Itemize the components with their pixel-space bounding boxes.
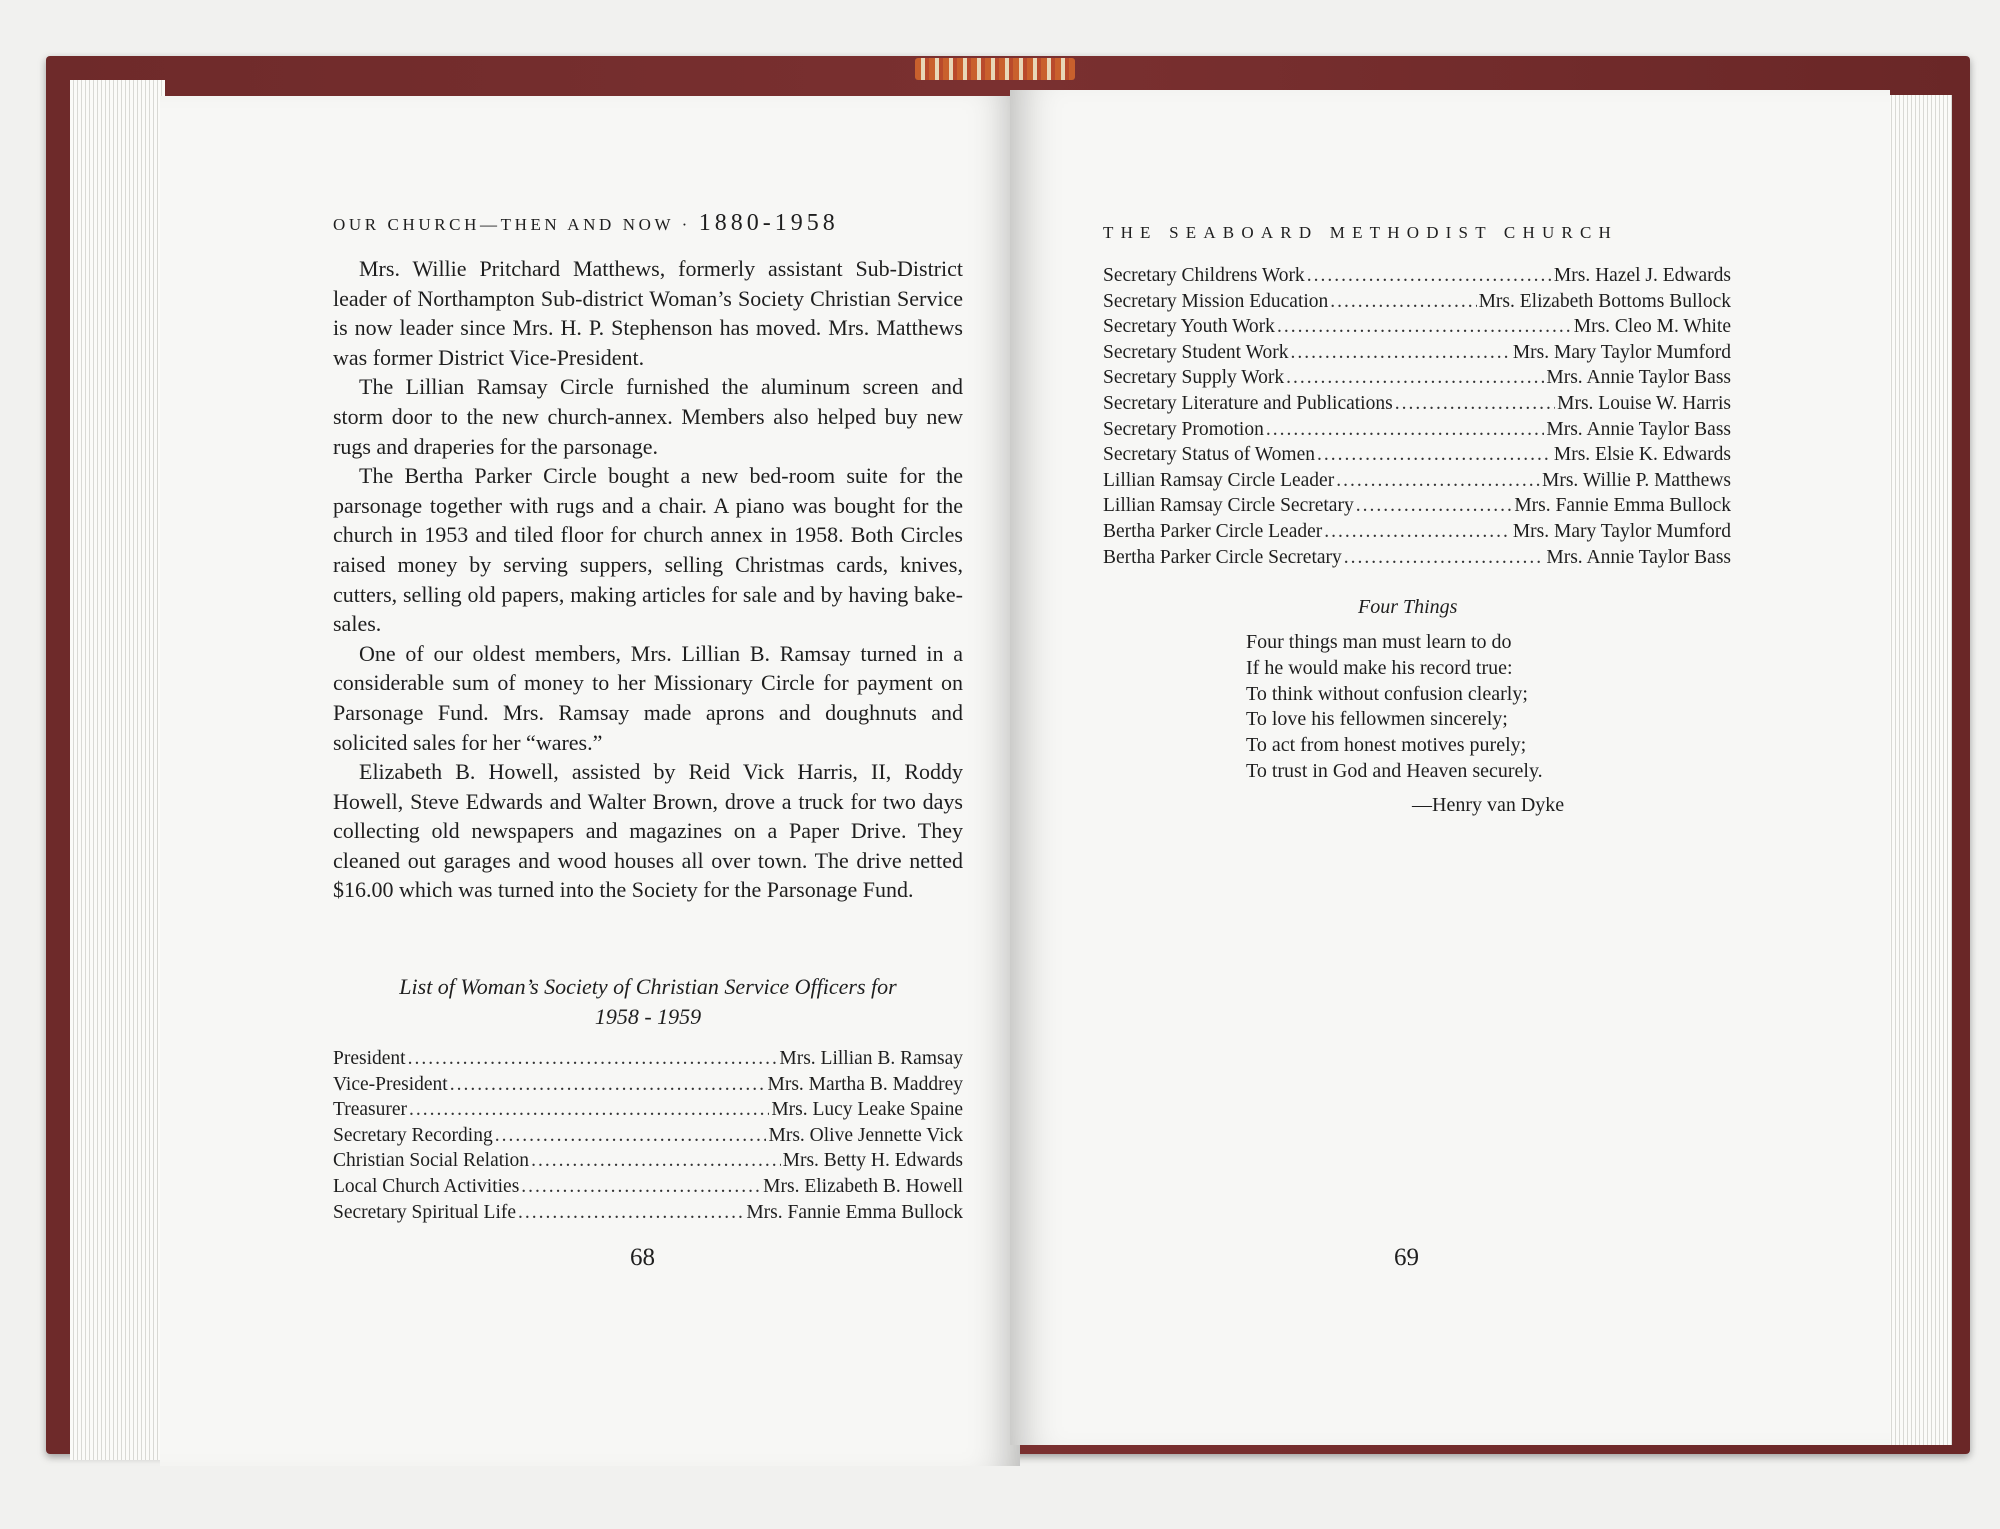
right-running-head: THE SEABOARD METHODIST CHURCH	[1103, 223, 1618, 242]
officer-role: Bertha Parker Circle Leader	[1103, 520, 1323, 542]
officer-role: Lillian Ramsay Circle Secretary	[1103, 495, 1354, 517]
book-headband	[915, 58, 1075, 80]
leader-dots	[521, 1174, 761, 1200]
officer-role: Secretary Mission Education	[1103, 290, 1329, 312]
poem-line: If he would make his record true:	[1246, 656, 1513, 679]
officer-name: Mrs. Annie Taylor Bass	[1546, 546, 1731, 568]
paragraph: The Bertha Parker Circle bought a new bed-room suite for the parsonage together with rugs and a chair. A piano was bought for the church in 1953 and tiled floor for church annex in 1958. Both Circles raised money by serving suppers, selling Christmas cards, knives, cutters, selling old papers, making articles for sale and by having bake-sales.	[333, 463, 963, 637]
officer-role: President	[333, 1048, 406, 1069]
leader-dots	[531, 1148, 781, 1174]
officer-row	[1103, 417, 1731, 443]
officer-role: Bertha Parker Circle Secretary	[1103, 546, 1342, 568]
officers-list-left	[333, 1046, 963, 1225]
officer-role: Secretary Literature and Publications	[1103, 392, 1393, 414]
officer-name: Mrs. Cleo M. White	[1573, 316, 1731, 338]
officer-name: Mrs. Mary Taylor Mumford	[1512, 341, 1731, 363]
officer-name: Mrs. Annie Taylor Bass	[1546, 367, 1731, 389]
officer-role: Secretary Student Work	[1103, 341, 1289, 363]
officer-role: Treasurer	[333, 1099, 408, 1121]
running-head-title: OUR CHURCH—THEN AND NOW ·	[333, 215, 691, 234]
paragraph: One of our oldest members, Mrs. Lillian B. Ramsay turned in a considerable sum of money to her Missionary Circle for payment on Parsonage Fund. Mrs. Ramsay made aprons and doughnuts and solicited sales for her “wares.”	[333, 640, 963, 755]
officer-row	[333, 1123, 963, 1149]
officer-name: Mrs. Annie Taylor Bass	[1546, 418, 1731, 440]
leader-dots	[1277, 314, 1572, 340]
officer-role: Secretary Spiritual Life	[333, 1201, 517, 1223]
officer-row	[1103, 263, 1731, 289]
officer-role: Local Church Activities	[333, 1175, 520, 1197]
leader-dots	[450, 1072, 766, 1098]
officer-name: Mrs. Elizabeth B. Howell	[763, 1175, 963, 1197]
leader-dots	[1344, 545, 1545, 571]
officer-name: Mrs. Olive Jennette Vick	[768, 1124, 963, 1146]
officer-row	[333, 1072, 963, 1098]
officer-role: Secretary Status of Women	[1103, 444, 1315, 466]
caption-line: List of Woman’s Society of Christian Service Officers for	[399, 974, 897, 999]
officer-name: Mrs. Betty H. Edwards	[782, 1150, 963, 1172]
poem-line: To think without confusion clearly;	[1246, 682, 1528, 705]
officer-role: Lillian Ramsay Circle Leader	[1103, 469, 1335, 491]
officer-role: Vice-President	[333, 1073, 448, 1095]
officer-role: Christian Social Relation	[333, 1150, 530, 1172]
officer-row	[1103, 519, 1731, 545]
officer-role: Secretary Promotion	[1103, 418, 1264, 440]
officer-row	[1103, 545, 1731, 571]
officers-list-right	[1103, 263, 1731, 570]
officer-row	[333, 1046, 963, 1072]
officer-name: Mrs. Elizabeth Bottoms Bullock	[1478, 290, 1731, 312]
leader-dots	[495, 1123, 767, 1149]
officer-role: Secretary Recording	[333, 1124, 493, 1146]
leader-dots	[1356, 493, 1513, 519]
officers-list-caption	[333, 972, 963, 1032]
page-number-right: 69	[1394, 1244, 1419, 1271]
officer-row	[1103, 468, 1731, 494]
officer-role: Secretary Childrens Work	[1103, 265, 1305, 286]
caption-line: 1958 - 1959	[594, 1004, 702, 1029]
poem-line: Four things man must learn to do	[1246, 631, 1512, 653]
officer-name: Mrs. Mary Taylor Mumford	[1512, 520, 1731, 542]
officer-name: Mrs. Fannie Emma Bullock	[1514, 495, 1731, 517]
leader-dots	[1266, 417, 1545, 443]
leader-dots	[1330, 289, 1476, 315]
leader-dots	[1395, 391, 1555, 417]
leader-dots	[1307, 263, 1552, 289]
officer-name: Mrs. Fannie Emma Bullock	[746, 1201, 963, 1223]
paragraph: Mrs. Willie Pritchard Matthews, formerly assistant Sub-District leader of Northampton Sub-district Woman’s Society Christian Service is now leader since Mrs. H. P. Stephenson has moved. Mrs. Matthews was former District Vice-President.	[333, 256, 963, 370]
officer-row	[333, 1200, 963, 1226]
officer-role: Secretary Youth Work	[1103, 316, 1275, 338]
leader-dots	[518, 1200, 744, 1226]
officer-row	[1103, 314, 1731, 340]
officer-row	[333, 1174, 963, 1200]
officer-row	[333, 1097, 963, 1123]
leader-dots	[1286, 365, 1544, 391]
leader-dots	[1290, 340, 1510, 366]
leader-dots	[1317, 442, 1552, 468]
officer-row	[1103, 340, 1731, 366]
left-body-text	[333, 254, 963, 905]
poem-line: To trust in God and Heaven securely.	[1246, 759, 1543, 782]
officer-row	[1103, 391, 1731, 417]
page-edges-left	[70, 80, 165, 1460]
officer-name: Mrs. Lucy Leake Spaine	[771, 1099, 963, 1121]
officer-row	[1103, 442, 1731, 468]
leader-dots	[1324, 519, 1511, 545]
officer-name: Mrs. Hazel J. Edwards	[1553, 265, 1731, 286]
officer-name: Mrs. Martha B. Maddrey	[767, 1073, 963, 1095]
running-head-years: 1880-1958	[698, 210, 839, 236]
officer-row	[1103, 365, 1731, 391]
poem-author: —Henry van Dyke	[1412, 794, 1565, 816]
page-number-left: 68	[630, 1244, 655, 1271]
paragraph: Elizabeth B. Howell, assisted by Reid Vick Harris, II, Roddy Howell, Steve Edwards and Walter Brown, drove a truck for two days collecting old newspapers and magazines on a Paper Drive. They cleaned out garages and wood houses all over town. The drive netted $16.00 which was turned into the Society for the Parsonage Fund.	[333, 759, 963, 903]
leader-dots	[408, 1046, 778, 1072]
officer-name: Mrs. Lillian B. Ramsay	[779, 1048, 963, 1069]
officer-name: Mrs. Louise W. Harris	[1557, 392, 1731, 414]
officer-row	[333, 1148, 963, 1174]
officer-name: Mrs. Willie P. Matthews	[1542, 469, 1731, 491]
left-running-head	[333, 210, 839, 237]
poem-title: Four Things	[1358, 596, 1458, 618]
poem-line: To love his fellowmen sincerely;	[1246, 708, 1508, 731]
paragraph: The Lillian Ramsay Circle furnished the aluminum screen and storm door to the new church-annex. Members also helped buy new rugs and draperies for the parsonage.	[333, 374, 963, 459]
leader-dots	[409, 1097, 769, 1123]
officer-role: Secretary Supply Work	[1103, 367, 1285, 389]
officer-name: Mrs. Elsie K. Edwards	[1553, 444, 1731, 466]
poem-line: To act from honest motives purely;	[1246, 734, 1527, 757]
officer-row	[1103, 289, 1731, 315]
leader-dots	[1336, 468, 1540, 494]
poem	[1246, 630, 1543, 785]
officer-row	[1103, 493, 1731, 519]
